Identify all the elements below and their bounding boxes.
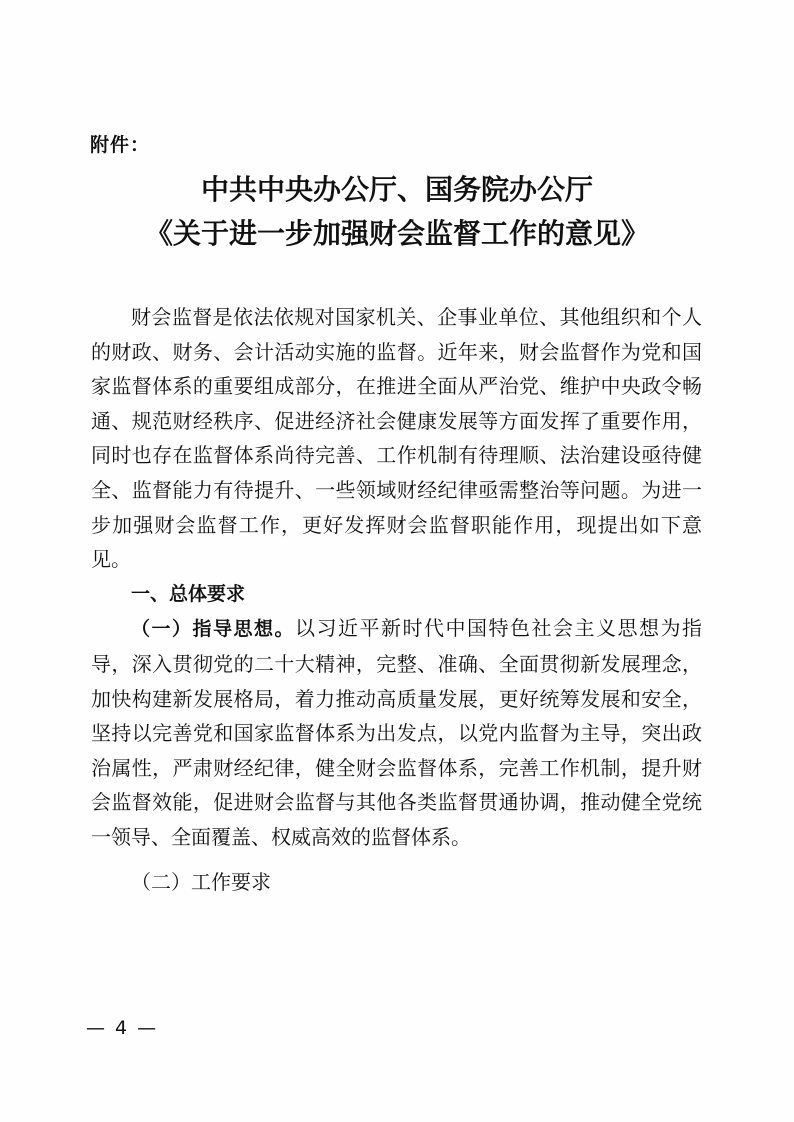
document-body [91,300,702,899]
subsection-lead-guiding-ideology: （一）指导思想。 [131,618,295,641]
attachment-label: 附件： [90,134,151,156]
subsection-heading-work-requirements: （二）工作要求 [131,869,271,894]
document-title [90,168,704,256]
title-line-2: 《关于进一步加强财会监督工作的意见》 [144,217,649,250]
page-number: — 4 — [86,1017,159,1039]
title-line-1: 中共中央办公厅、国务院办公厅 [200,173,593,206]
guiding-ideology-text: 以习近平新时代中国特色社会主义思想为指导，深入贯彻党的二十大精神，完整、准确、全面贯彻新发展理念，加快构建新发展格局，着力推动高质量发展，更好统筹发展和安全，坚持以完善党和国家监督体系为出发点，以党内监督为主导，突出政治属性，严肃财经纪律，健全财会监督体系，完善工作机制，提升财会监督效能，促进财会监督与其他各类监督贯通协调，推动健全党统一领导、全面覆盖、权威高效的监督体系。 [91,616,702,849]
guiding-ideology-paragraph [91,611,702,854]
section-heading-general-requirements: 一、总体要求 [131,582,246,605]
intro-paragraph: 财会监督是依法依规对国家机关、企事业单位、其他组织和个人的财政、财务、会计活动实施的监督。近年来，财会监督作为党和国家监督体系的重要组成部分，在推进全面从严治党、维护中央政令畅通、规范财经秩序、促进经济社会健康发展等方面发挥了重要作用，同时也存在监督体系尚待完善、工作机制有待理顺、法治建设亟待健全、监督能力有待提升、一些领域财经纪律亟需整治等问题。为进一步加强财会监督工作，更好发挥财会监督职能作用，现提出如下意见。 [91,305,702,572]
